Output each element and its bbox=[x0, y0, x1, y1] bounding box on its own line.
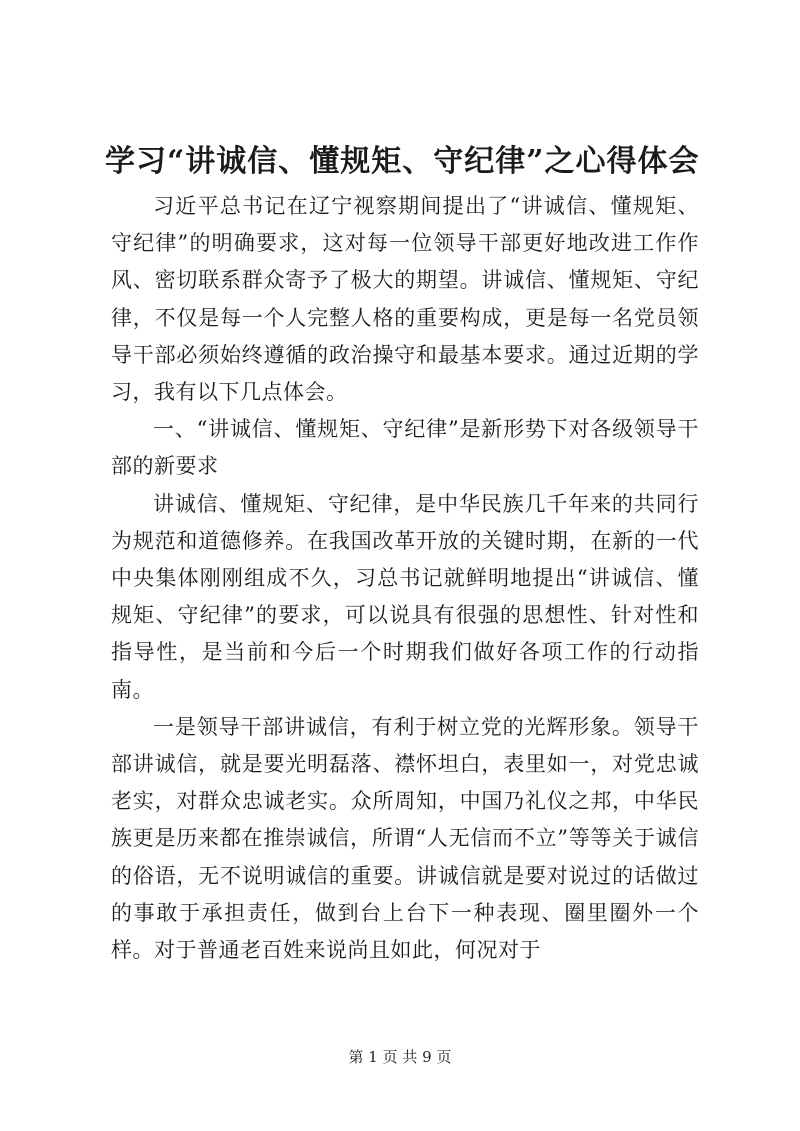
page-footer: 第 1 页 共 9 页 bbox=[348, 1048, 452, 1066]
document-body bbox=[111, 188, 699, 969]
paragraph-section-heading: 一、“讲诚信、懂规矩、守纪律”是新形势下对各级领导干部的新要求 bbox=[111, 417, 699, 479]
document-title: 学习“讲诚信、懂规矩、守纪律”之心得体会 bbox=[105, 144, 700, 179]
paragraph-section-body: 讲诚信、懂规矩、守纪律，是中华民族几千年来的共同行为规范和道德修养。在我国改革开放的关键时期，在新的一代中央集体刚刚组成不久，习总书记就鲜明地提出“讲诚信、懂规矩、守纪律”的要求，可以说具有很强的思想性、针对性和指导性，是当前和今后一个时期我们做好各项工作的行动指南。 bbox=[111, 491, 699, 702]
paragraph-intro: 习近平总书记在辽宁视察期间提出了“讲诚信、懂规矩、守纪律”的明确要求，这对每一位领导干部更好地改进工作作风、密切联系群众寄予了极大的期望。讲诚信、懂规矩、守纪律，不仅是每一个人完整人格的重要构成，更是每一名党员领导干部必须始终遵循的政治操守和最基本要求。通过近期的学习，我有以下几点体会。 bbox=[111, 194, 699, 405]
paragraph-point-one: 一是领导干部讲诚信，有利于树立党的光辉形象。领导干部讲诚信，就是要光明磊落、襟怀坦白，表里如一，对党忠诚老实，对群众忠诚老实。众所周知，中国乃礼仪之邦，中华民族更是历来都在推崇诚信，所谓“人无信而不立”等等关于诚信的俗语，无不说明诚信的重要。讲诚信就是要对说过的话做过的事敢于承担责任，做到台上台下一种表现、圈里圈外一个样。对于普通老百姓来说尚且如此，何况对于 bbox=[111, 714, 699, 963]
